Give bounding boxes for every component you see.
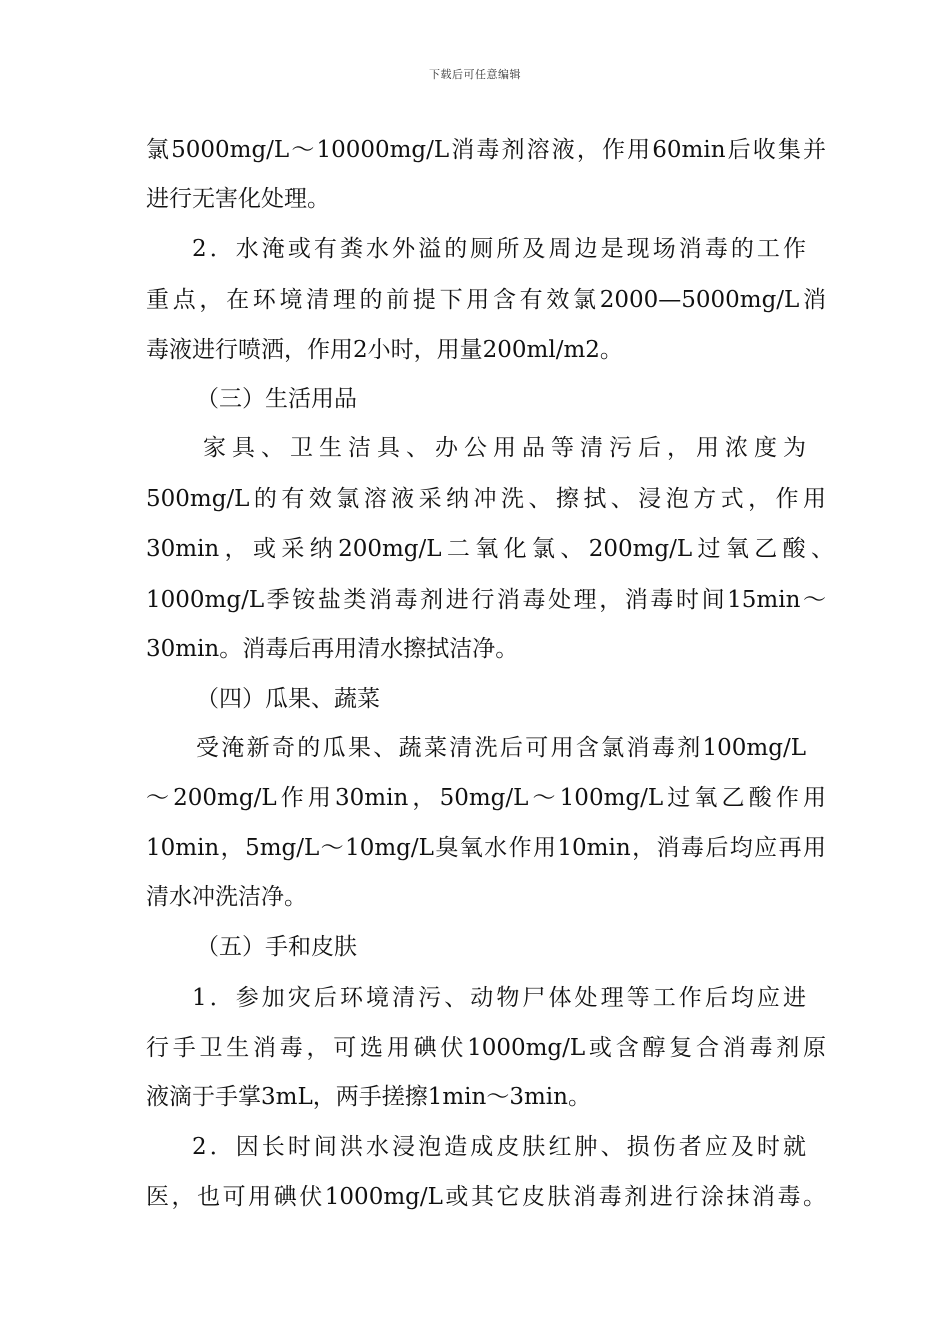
body-line: 液滴于手掌3mL，两手搓擦1min～3min。	[146, 1084, 591, 1110]
body-line: 医，也可用碘伏1000mg/L或其它皮肤消毒剂进行涂抹消毒。	[146, 1184, 826, 1210]
body-line: 30min。消毒后再用清水擦拭洁净。	[146, 636, 519, 662]
body-line: ～200mg/L作用30min，50mg/L～100mg/L过氧乙酸作用	[146, 785, 826, 811]
body-line: 受淹新奇的瓜果、蔬菜清洗后可用含氯消毒剂100mg/L	[196, 735, 806, 761]
body-line: 500mg/L的有效氯溶液采纳冲洗、擦拭、浸泡方式，作用	[146, 486, 826, 512]
body-line: 1．参加灾后环境清污、动物尸体处理等工作后均应进	[192, 985, 806, 1011]
body-line: 家具、卫生洁具、办公用品等清污后，用浓度为	[203, 435, 806, 461]
body-line: 10min，5mg/L～10mg/L臭氧水作用10min，消毒后均应再用	[146, 835, 826, 861]
body-line: 2．因长时间洪水浸泡造成皮肤红肿、损伤者应及时就	[192, 1134, 806, 1160]
body-line: 毒液进行喷洒，作用2小时，用量200ml/m2。	[146, 337, 623, 363]
body-line: 1000mg/L季铵盐类消毒剂进行消毒处理，消毒时间15min～	[146, 587, 826, 613]
body-line: 清水冲洗洁净。	[146, 884, 307, 910]
body-line: 2．水淹或有粪水外溢的厕所及周边是现场消毒的工作	[192, 236, 806, 262]
body-line: 30min，或采纳200mg/L二氧化氯、200mg/L过氧乙酸、	[146, 536, 834, 562]
body-line: 行手卫生消毒，可选用碘伏1000mg/L或含醇复合消毒剂原	[146, 1035, 826, 1061]
page-header-note: 下载后可任意编辑	[429, 68, 521, 81]
section-heading: （四）瓜果、蔬菜	[196, 686, 380, 712]
body-line: 氯5000mg/L～10000mg/L消毒剂溶液，作用60min后收集并	[146, 137, 826, 163]
body-line: 重点，在环境清理的前提下用含有效氯2000—5000mg/L消	[146, 287, 826, 313]
section-heading: （三）生活用品	[196, 386, 357, 412]
body-line: 进行无害化处理。	[146, 186, 330, 212]
section-heading: （五）手和皮肤	[196, 934, 357, 960]
